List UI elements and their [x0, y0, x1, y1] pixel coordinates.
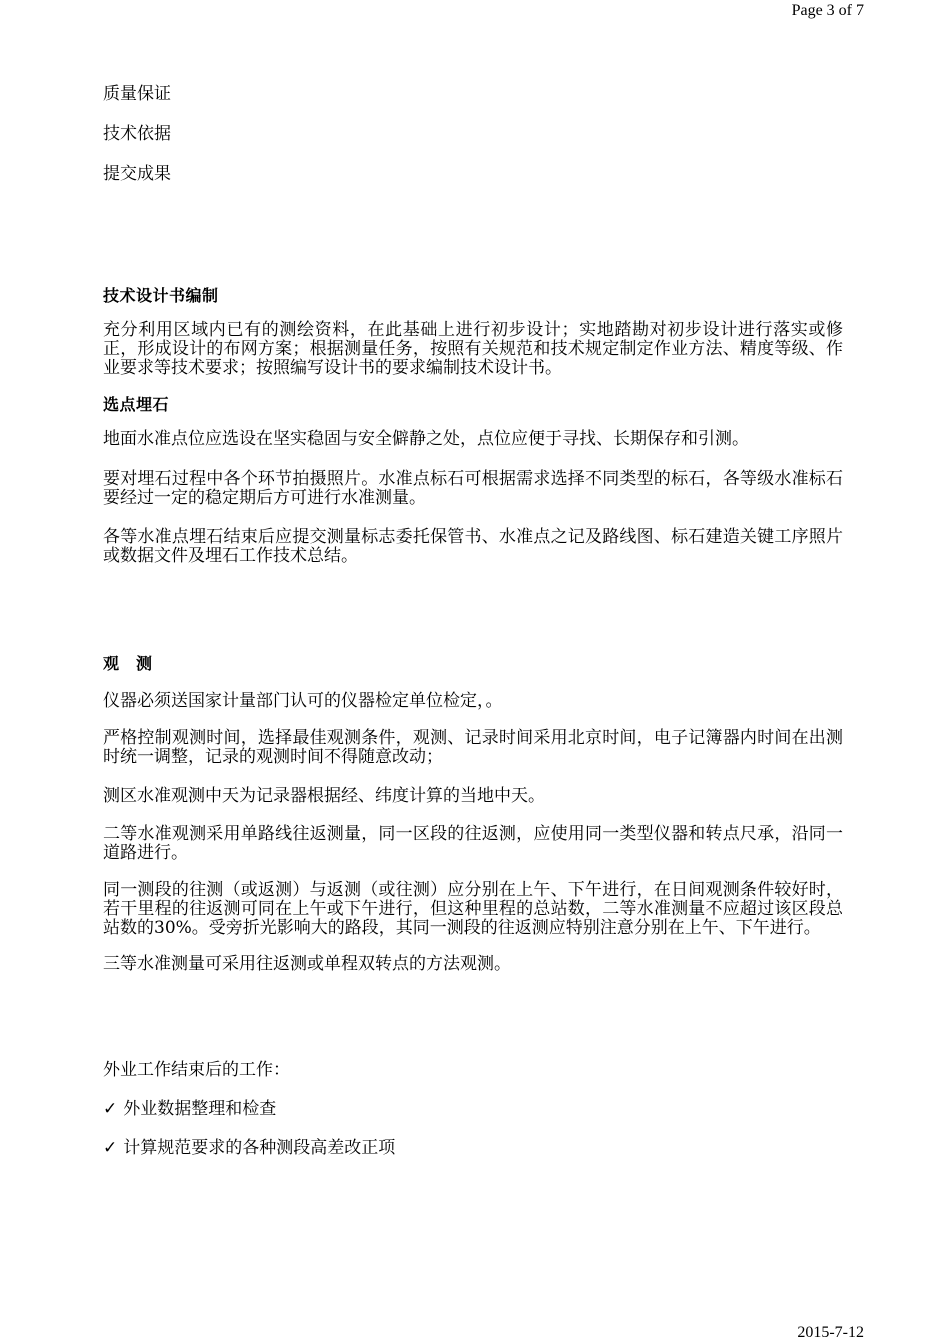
- footer-date: 2015-7-12: [797, 1324, 864, 1341]
- check-icon: ✓: [103, 1138, 118, 1158]
- paragraph-observe-1: 仪器必须送国家计量部门认可的仪器检定单位检定，。: [103, 691, 503, 711]
- list-item-deliverables: 提交成果: [103, 164, 171, 184]
- heading-observe: 观 测: [103, 654, 153, 673]
- list-item-quality: 质量保证: [103, 84, 171, 104]
- paragraph-observe-6: 三等水准测量可采用往返测或单程双转点的方法观测。: [103, 954, 511, 974]
- paragraph-observe-2: 严格控制观测时间，选择最佳观测条件，观测、记录时间采用北京时间，电子记簿器内时间在出测时统一调整，记录的观测时间不得随意改动；: [103, 728, 843, 767]
- paragraph-observe-4: 二等水准观测采用单路线往返测量，同一区段的往返测，应使用同一类型仪器和转点尺承，沿同一道路进行。: [103, 824, 843, 863]
- paragraph-design: 充分利用区域内已有的测绘资料，在此基础上进行初步设计；实地踏勘对初步设计进行落实或修正，形成设计的布网方案；根据测量任务，按照有关规范和技术规定制定作业方法、精度等级、作业要求等技术要求；按照编写设计书的要求编制技术设计书。: [103, 320, 843, 378]
- after-work-intro: 外业工作结束后的工作：: [103, 1060, 290, 1080]
- check-item-label: 外业数据整理和检查: [123, 1099, 277, 1119]
- check-item-label: 计算规范要求的各种测段高差改正项: [123, 1138, 396, 1158]
- list-item-basis: 技术依据: [103, 124, 171, 144]
- check-item: [103, 1099, 843, 1119]
- page-number: Page 3 of 7: [791, 2, 864, 19]
- paragraph-stone-1: 地面水准点位应选设在坚实稳固与安全僻静之处，点位应便于寻找、长期保存和引测。: [103, 429, 749, 449]
- paragraph-observe-3: 测区水准观测中天为记录器根据经、纬度计算的当地中天。: [103, 786, 545, 806]
- check-item: [103, 1138, 843, 1158]
- paragraph-observe-5: 同一测段的往测（或返测）与返测（或往测）应分别在上午、下午进行，在日间观测条件较好时，若干里程的往返测可同在上午或下午进行，但这种里程的总站数，二等水准测量不应超过该区段总站数的30%。受旁折光影响大的路段，其同一测段的往返测应特别注意分别在上午、下午进行。: [103, 880, 843, 938]
- paragraph-stone-3: 各等水准点埋石结束后应提交测量标志委托保管书、水准点之记及路线图、标石建造关键工序照片或数据文件及埋石工作技术总结。: [103, 527, 843, 566]
- check-icon: ✓: [103, 1099, 118, 1119]
- heading-stone: 选点埋石: [103, 395, 170, 414]
- heading-design: 技术设计书编制: [103, 286, 219, 305]
- document-body: [103, 84, 843, 1158]
- paragraph-stone-2: 要对埋石过程中各个环节拍摄照片。水准点标石可根据需求选择不同类型的标石，各等级水准标石要经过一定的稳定期后方可进行水准测量。: [103, 469, 843, 508]
